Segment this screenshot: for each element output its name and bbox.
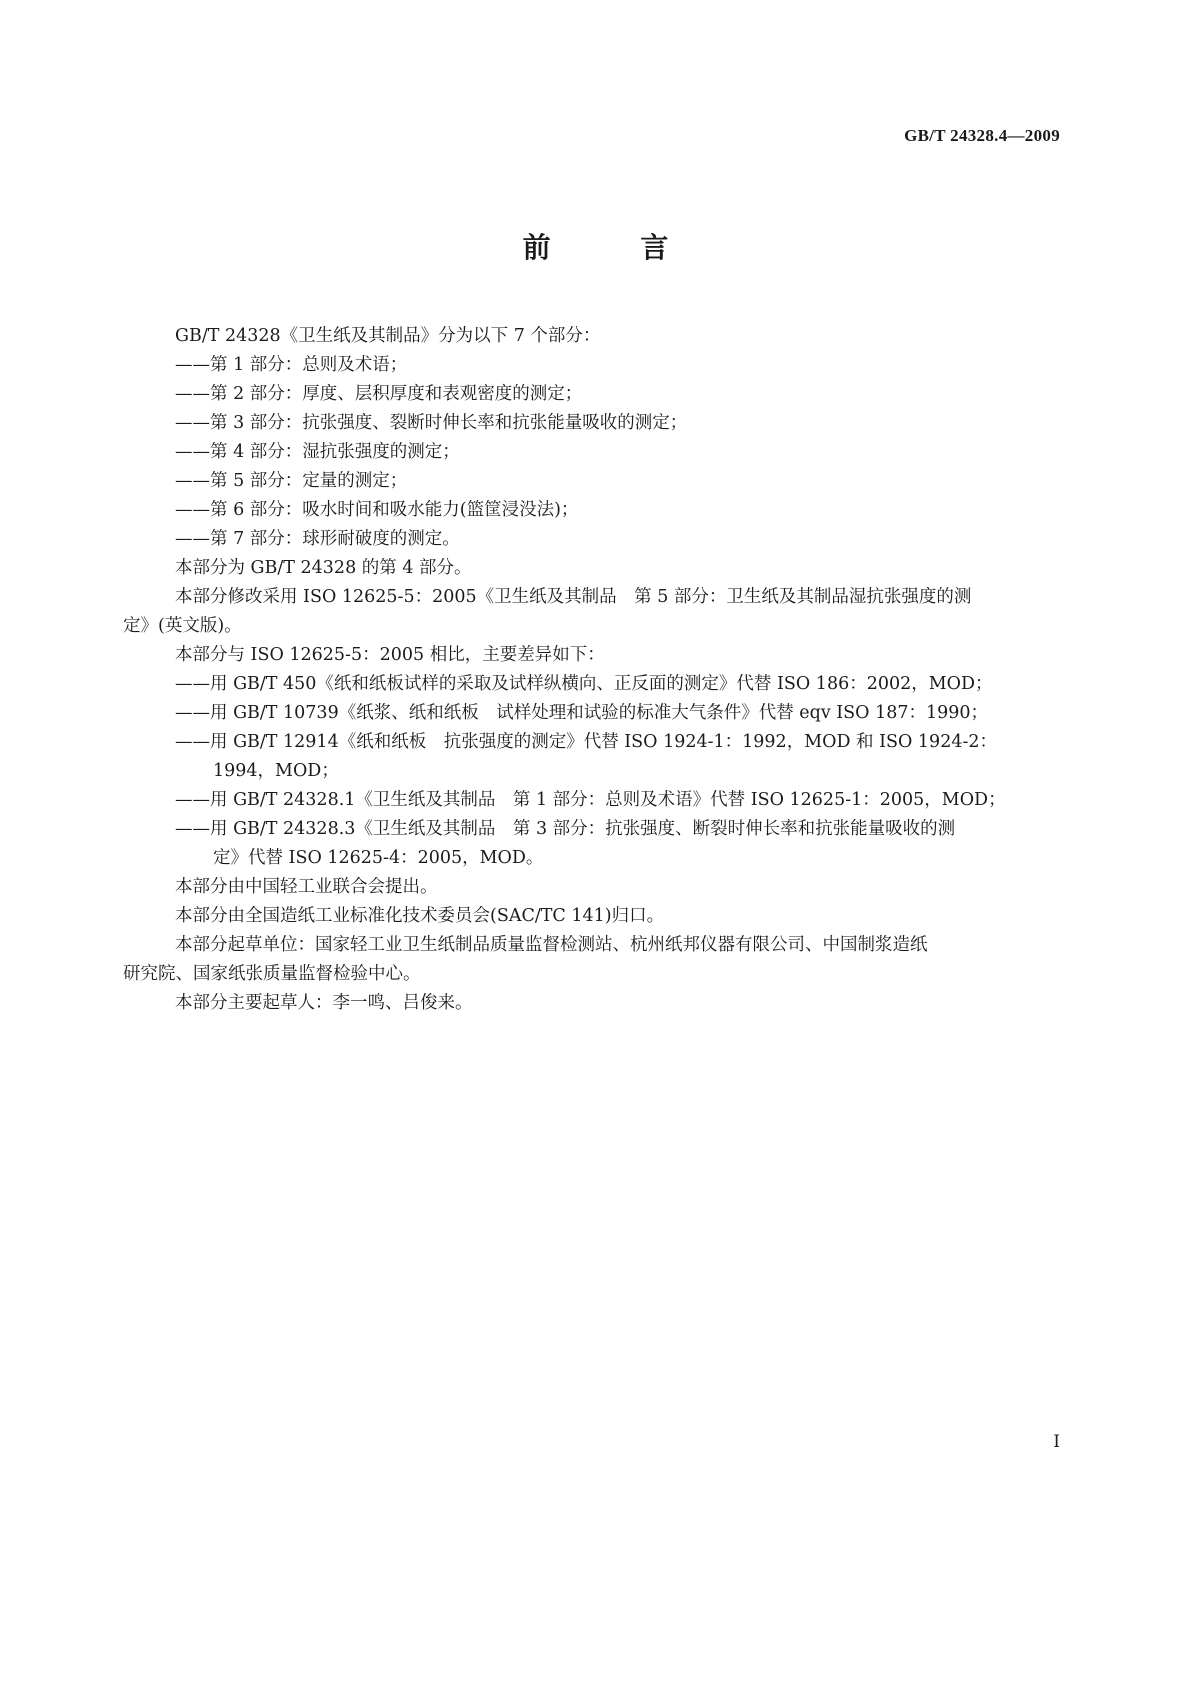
drafters-paragraph: 本部分主要起草人：李一鸣、吕俊来。	[175, 993, 473, 1013]
list-item: ——用 GB/T 24328.1《卫生纸及其制品 第 1 部分：总则及术语》代替 ISO 12625-1：2005，MOD；	[175, 790, 1006, 810]
list-item: ——第 7 部分：球形耐破度的测定。	[175, 529, 460, 549]
list-item: ——第 4 部分：湿抗张强度的测定；	[175, 442, 460, 462]
proposed-by-paragraph: 本部分由中国轻工业联合会提出。	[175, 877, 438, 897]
list-item: ——第 6 部分：吸水时间和吸水能力(篮筐浸没法)；	[175, 500, 579, 520]
list-item: ——用 GB/T 24328.3《卫生纸及其制品 第 3 部分：抗张强度、断裂时伸长率和抗张能量吸收的测	[175, 819, 956, 839]
centralized-by-paragraph: 本部分由全国造纸工业标准化技术委员会(SAC/TC 141)归口。	[175, 906, 665, 926]
list-item-continuation: 1994，MOD；	[213, 761, 339, 781]
list-item: ——第 2 部分：厚度、层积厚度和表观密度的测定；	[175, 384, 583, 404]
drafting-units-line2: 研究院、国家纸张质量监督检验中心。	[123, 964, 421, 984]
standard-number: GB/T 24328.4—2009	[904, 126, 1060, 145]
list-item-continuation: 定》代替 ISO 12625-4：2005，MOD。	[213, 848, 544, 868]
foreword-body	[123, 322, 1068, 1018]
list-item: ——第 5 部分：定量的测定；	[175, 471, 408, 491]
intro-paragraph: GB/T 24328《卫生纸及其制品》分为以下 7 个部分：	[175, 326, 601, 346]
list-item: ——第 3 部分：抗张强度、裂断时伸长率和抗张能量吸收的测定；	[175, 413, 688, 433]
list-item: ——用 GB/T 12914《纸和纸板 抗张强度的测定》代替 ISO 1924-1：1992，MOD 和 ISO 1924-2：	[175, 732, 998, 752]
drafting-units-line1: 本部分起草单位：国家轻工业卫生纸制品质量监督检测站、杭州纸邦仪器有限公司、中国制浆造纸	[175, 935, 928, 955]
list-item: ——用 GB/T 450《纸和纸板试样的采取及试样纵横向、正反面的测定》代替 ISO 186：2002，MOD；	[175, 674, 993, 694]
list-item: ——用 GB/T 10739《纸浆、纸和纸板 试样处理和试验的标准大气条件》代替 eqv ISO 187：1990；	[175, 703, 989, 723]
page-title: 前 言	[522, 231, 709, 264]
this-part-paragraph: 本部分为 GB/T 24328 的第 4 部分。	[175, 558, 472, 578]
page-number: I	[1053, 1432, 1060, 1452]
adoption-paragraph-line1: 本部分修改采用 ISO 12625-5：2005《卫生纸及其制品 第 5 部分：卫生纸及其制品湿抗张强度的测	[175, 587, 972, 607]
list-item: ——第 1 部分：总则及术语；	[175, 355, 408, 375]
differences-intro: 本部分与 ISO 12625-5：2005 相比，主要差异如下：	[175, 645, 605, 665]
adoption-paragraph-line2: 定》(英文版)。	[123, 616, 242, 636]
